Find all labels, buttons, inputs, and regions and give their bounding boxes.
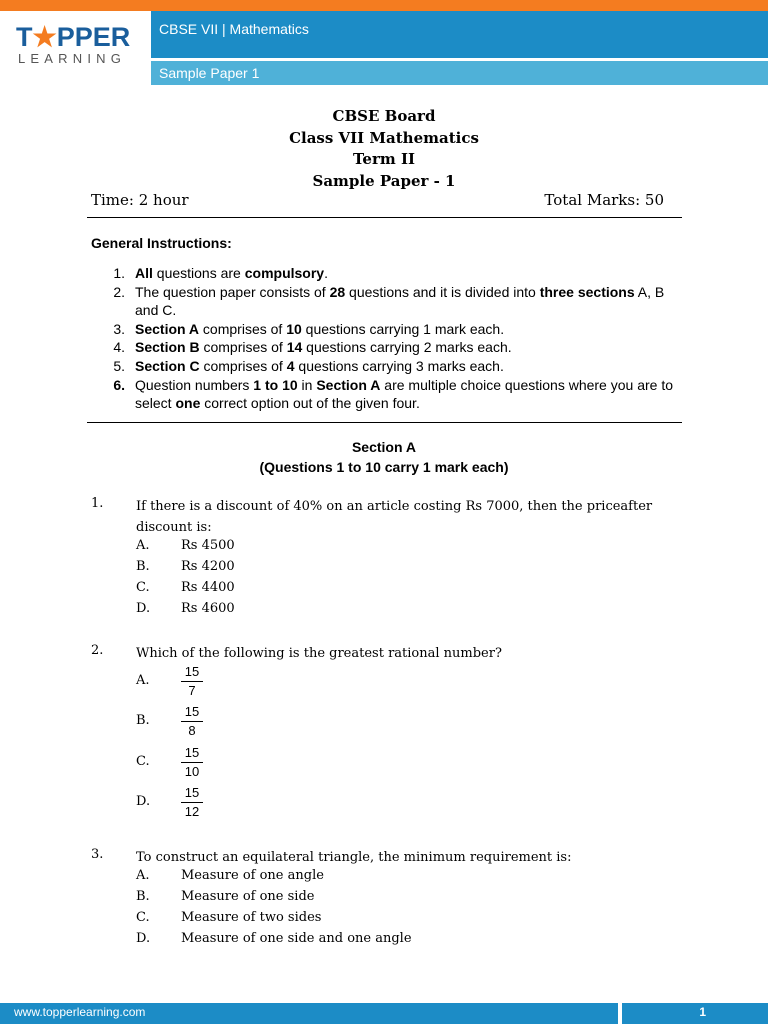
fraction-b: $\frac{15}{8}$ xyxy=(181,704,203,739)
fraction-a: $\frac{15}{7}$ xyxy=(181,664,203,699)
footer-url-link[interactable]: www.topperlearning.com xyxy=(0,1003,618,1024)
instruction-text: Section A comprises of 10 questions carrying 1 mark each. xyxy=(135,320,505,337)
paper-title: Sample Paper - 1 xyxy=(312,171,456,190)
instruction-item xyxy=(91,338,681,357)
instruction-item xyxy=(91,376,681,413)
divider xyxy=(87,422,682,423)
question-text: If there is a discount of 40% on an article costing Rs 7000, then the priceafter discount is: xyxy=(136,499,653,535)
paper-label: Sample Paper 1 xyxy=(159,65,260,81)
instruction-number: 2. xyxy=(113,283,125,300)
divider xyxy=(87,217,682,218)
logo-text-start: T xyxy=(16,22,33,52)
instruction-text: The question paper consists of 28 questions and it is divided into three sections A, B and C. xyxy=(135,283,665,319)
footer xyxy=(0,1003,768,1024)
subject-label: CBSE VII | Mathematics xyxy=(159,21,309,37)
fraction-c: $\frac{15}{10}$ xyxy=(181,745,203,780)
instruction-number: 4. xyxy=(113,339,125,356)
board-title: CBSE Board xyxy=(332,107,436,125)
instruction-number: 3. xyxy=(113,320,125,337)
instruction-item xyxy=(91,264,681,283)
instruction-number: 6. xyxy=(113,376,125,393)
question-text: Which of the following is the greatest rational number? xyxy=(136,646,502,661)
instructions-list xyxy=(91,264,681,413)
time-allowed: Time: 2 hour xyxy=(91,191,189,209)
page-number: 1 xyxy=(622,1003,768,1024)
question-number: 1. xyxy=(91,496,104,511)
paper-titles xyxy=(0,106,768,192)
question-2: 2. Which of the following is the greatest rational number? A. $\frac{15}{7}$ B. $\frac{15}{8}$ C. $\frac{15}{10}$ D. $\frac{15}{12}$ xyxy=(91,643,691,823)
section-subtitle: (Questions 1 to 10 carry 1 mark each) xyxy=(259,459,509,475)
instruction-item xyxy=(91,283,681,320)
instruction-text: Section B comprises of 14 questions carrying 2 marks each. xyxy=(135,339,512,356)
question-3: 3. To construct an equilateral triangle, the minimum requirement is: A. Measure of one angle B. Measure of one side C. Measure of two sides D. Measure of one side and one angle xyxy=(91,847,691,947)
instruction-number: 1. xyxy=(113,265,125,281)
instruction-item xyxy=(91,357,681,376)
term-title: Term II xyxy=(352,150,415,168)
total-marks: Total Marks: 50 xyxy=(544,191,664,209)
logo-text-end: PPER xyxy=(56,22,131,52)
logo-subtext: LEARNING xyxy=(18,51,127,66)
question-text: To construct an equilateral triangle, the minimum requirement is: xyxy=(136,850,572,865)
class-title: Class VII Mathematics xyxy=(289,128,479,147)
question-1: 1. If there is a discount of 40% on an article costing Rs 7000, then the priceafter discount is: A. Rs 4500 B. Rs 4200 C. Rs 4400 D. Rs 4600 xyxy=(91,496,691,620)
instruction-text: Question numbers 1 to 10 in Section A are multiple choice questions where you are to select one correct option out of the given four. xyxy=(135,376,673,412)
topper-learning-logo[interactable] xyxy=(16,22,134,68)
section-heading xyxy=(0,437,768,477)
logo-star-icon: ★ xyxy=(32,22,57,52)
instruction-text: Section C comprises of 4 questions carrying 3 marks each. xyxy=(135,357,504,374)
instructions-title: General Instructions: xyxy=(91,235,232,251)
question-number: 3. xyxy=(91,847,104,862)
instruction-text: All questions are compulsory. xyxy=(135,265,328,281)
instruction-number: 5. xyxy=(113,357,125,374)
question-number: 2. xyxy=(91,643,104,658)
fraction-d: $\frac{15}{12}$ xyxy=(181,785,203,820)
top-accent-bar xyxy=(0,0,768,11)
instruction-item xyxy=(91,320,681,339)
section-title: Section A xyxy=(351,439,417,455)
